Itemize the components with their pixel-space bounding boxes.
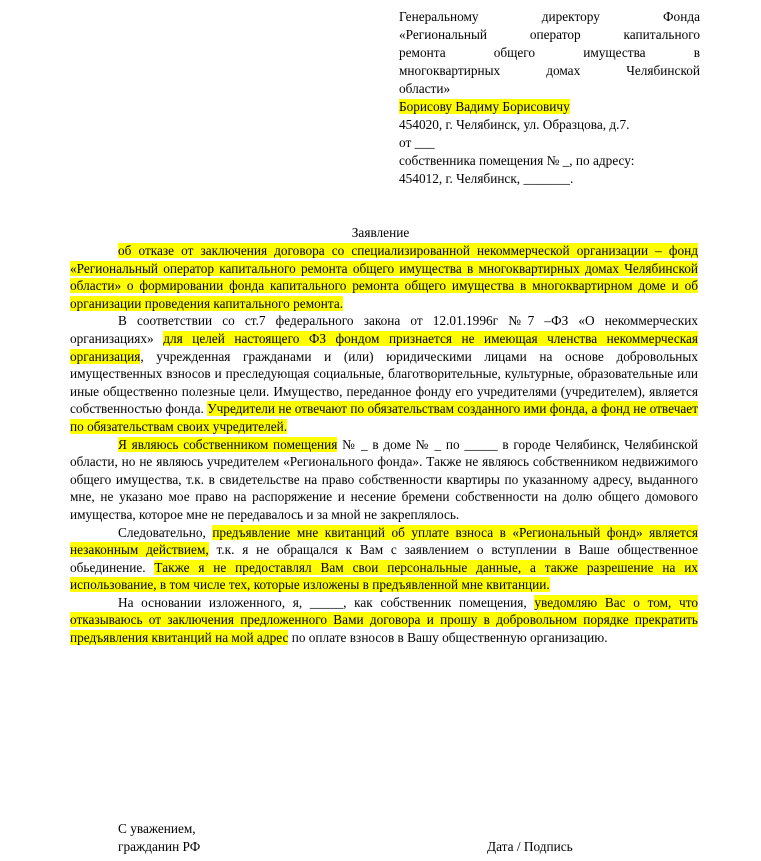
addressee-line: Генеральному директору Фонда (399, 9, 700, 24)
addressee-block (399, 8, 700, 188)
text-run: На основании изложенного, я, _____, как собственник помещения, (118, 594, 535, 610)
highlight-run: Я являюсь собственником помещения (118, 436, 338, 452)
subject-paragraph (70, 242, 698, 312)
closing-citizen: гражданин РФ (118, 839, 201, 854)
closing-regards: С уважением, (118, 821, 196, 836)
addressee-line: области» (399, 81, 451, 96)
paragraph-law (70, 312, 698, 435)
date-signature: Дата / Подпись (487, 839, 573, 854)
paragraph-conclusion (70, 594, 698, 647)
highlight-run: для целей настоящего ФЗ фондом признается не имеющая членства некоммерческая организация (70, 330, 698, 364)
text-run: Следовательно, (118, 524, 213, 540)
text-run: по оплате взносов в Вашу общественную организацию. (288, 630, 608, 646)
highlight-run: предъявление мне квитанций об уплате взноса в «Региональный фонд» является незаконным действием, (70, 524, 698, 558)
paragraph-consequence (70, 524, 698, 594)
sender-owner: собственника помещения № _, по адресу: (399, 153, 635, 168)
addressee-name: Борисову Вадиму Борисовичу (399, 99, 570, 114)
document-title: Заявление (351, 225, 410, 240)
addressee-line: многоквартирных домах Челябинской (399, 63, 700, 78)
text-run: , учрежденная гражданами и (или) юридическими лицами на основе добровольных имущественных взносов и преследующая социальные, благотворительные, культурные, образовательные или иные общественно полезные цели. Имущество, переданное фонду его учредителями (учредителем), является собственностью фонда. (70, 348, 698, 417)
sender-from: от ___ (399, 135, 435, 150)
highlight-run: Также я не предоставлял Вам свои персональные данные, а также разрешение на их использование, в том числе тех, которые изложены в предъявленной мне квитанции. (70, 559, 698, 593)
text-run: В соответствии со ст.7 федерального закона от 12.01.1996г №7 –ФЗ «О некоммерческих организациях» (70, 313, 698, 346)
document-body (70, 242, 698, 647)
addressee-line: ремонта общего имущества в (399, 45, 700, 60)
sender-address: 454012, г. Челябинск, _______. (399, 171, 574, 186)
paragraph-ownership (70, 436, 698, 524)
subject-text: об отказе от заключения договора со специализированной некоммерческой организации – фонд «Региональный оператор капитального ремонта общего имущества в многоквартирных домах Челябинской области» о формировании фонда капитального ремонта общего имущества в многоквартирном доме и об организации проведения капитального ремонта. (70, 243, 698, 311)
closing-block (118, 820, 200, 856)
highlight-run: уведомляю Вас о том, что отказываюсь от заключения предложенного Вами договора и прошу в добровольном порядке прекратить предъявления квитанций на мой адрес (70, 594, 698, 646)
addressee-postal: 454020, г. Челябинск, ул. Образцова, д.7. (399, 117, 630, 132)
highlight-run: Учредители не отвечают по обязательствам созданного ими фонда, а фонд не отвечает по обязательствам своих учредителей. (70, 401, 698, 434)
text-run: т.к. я не обращался к Вам с заявлением о вступлении в Ваше общественное обьединение. (70, 542, 698, 575)
addressee-line: «Региональный оператор капитального (399, 27, 700, 42)
text-run: № _ в доме № _ по _____ в городе Челябинск, Челябинской области, но не являюсь учредителем «Регионального фонда». Также не являюсь собственником недвижимого общего имущества, т.к. в свидетельстве на право собственности квартиры по указанному адресу, выданного мне, не указано мое право на распоряжение и несение бремени собственности на долю общего домового имущества, которое мне не передавалось и за мной не закреплялось. (70, 436, 698, 522)
